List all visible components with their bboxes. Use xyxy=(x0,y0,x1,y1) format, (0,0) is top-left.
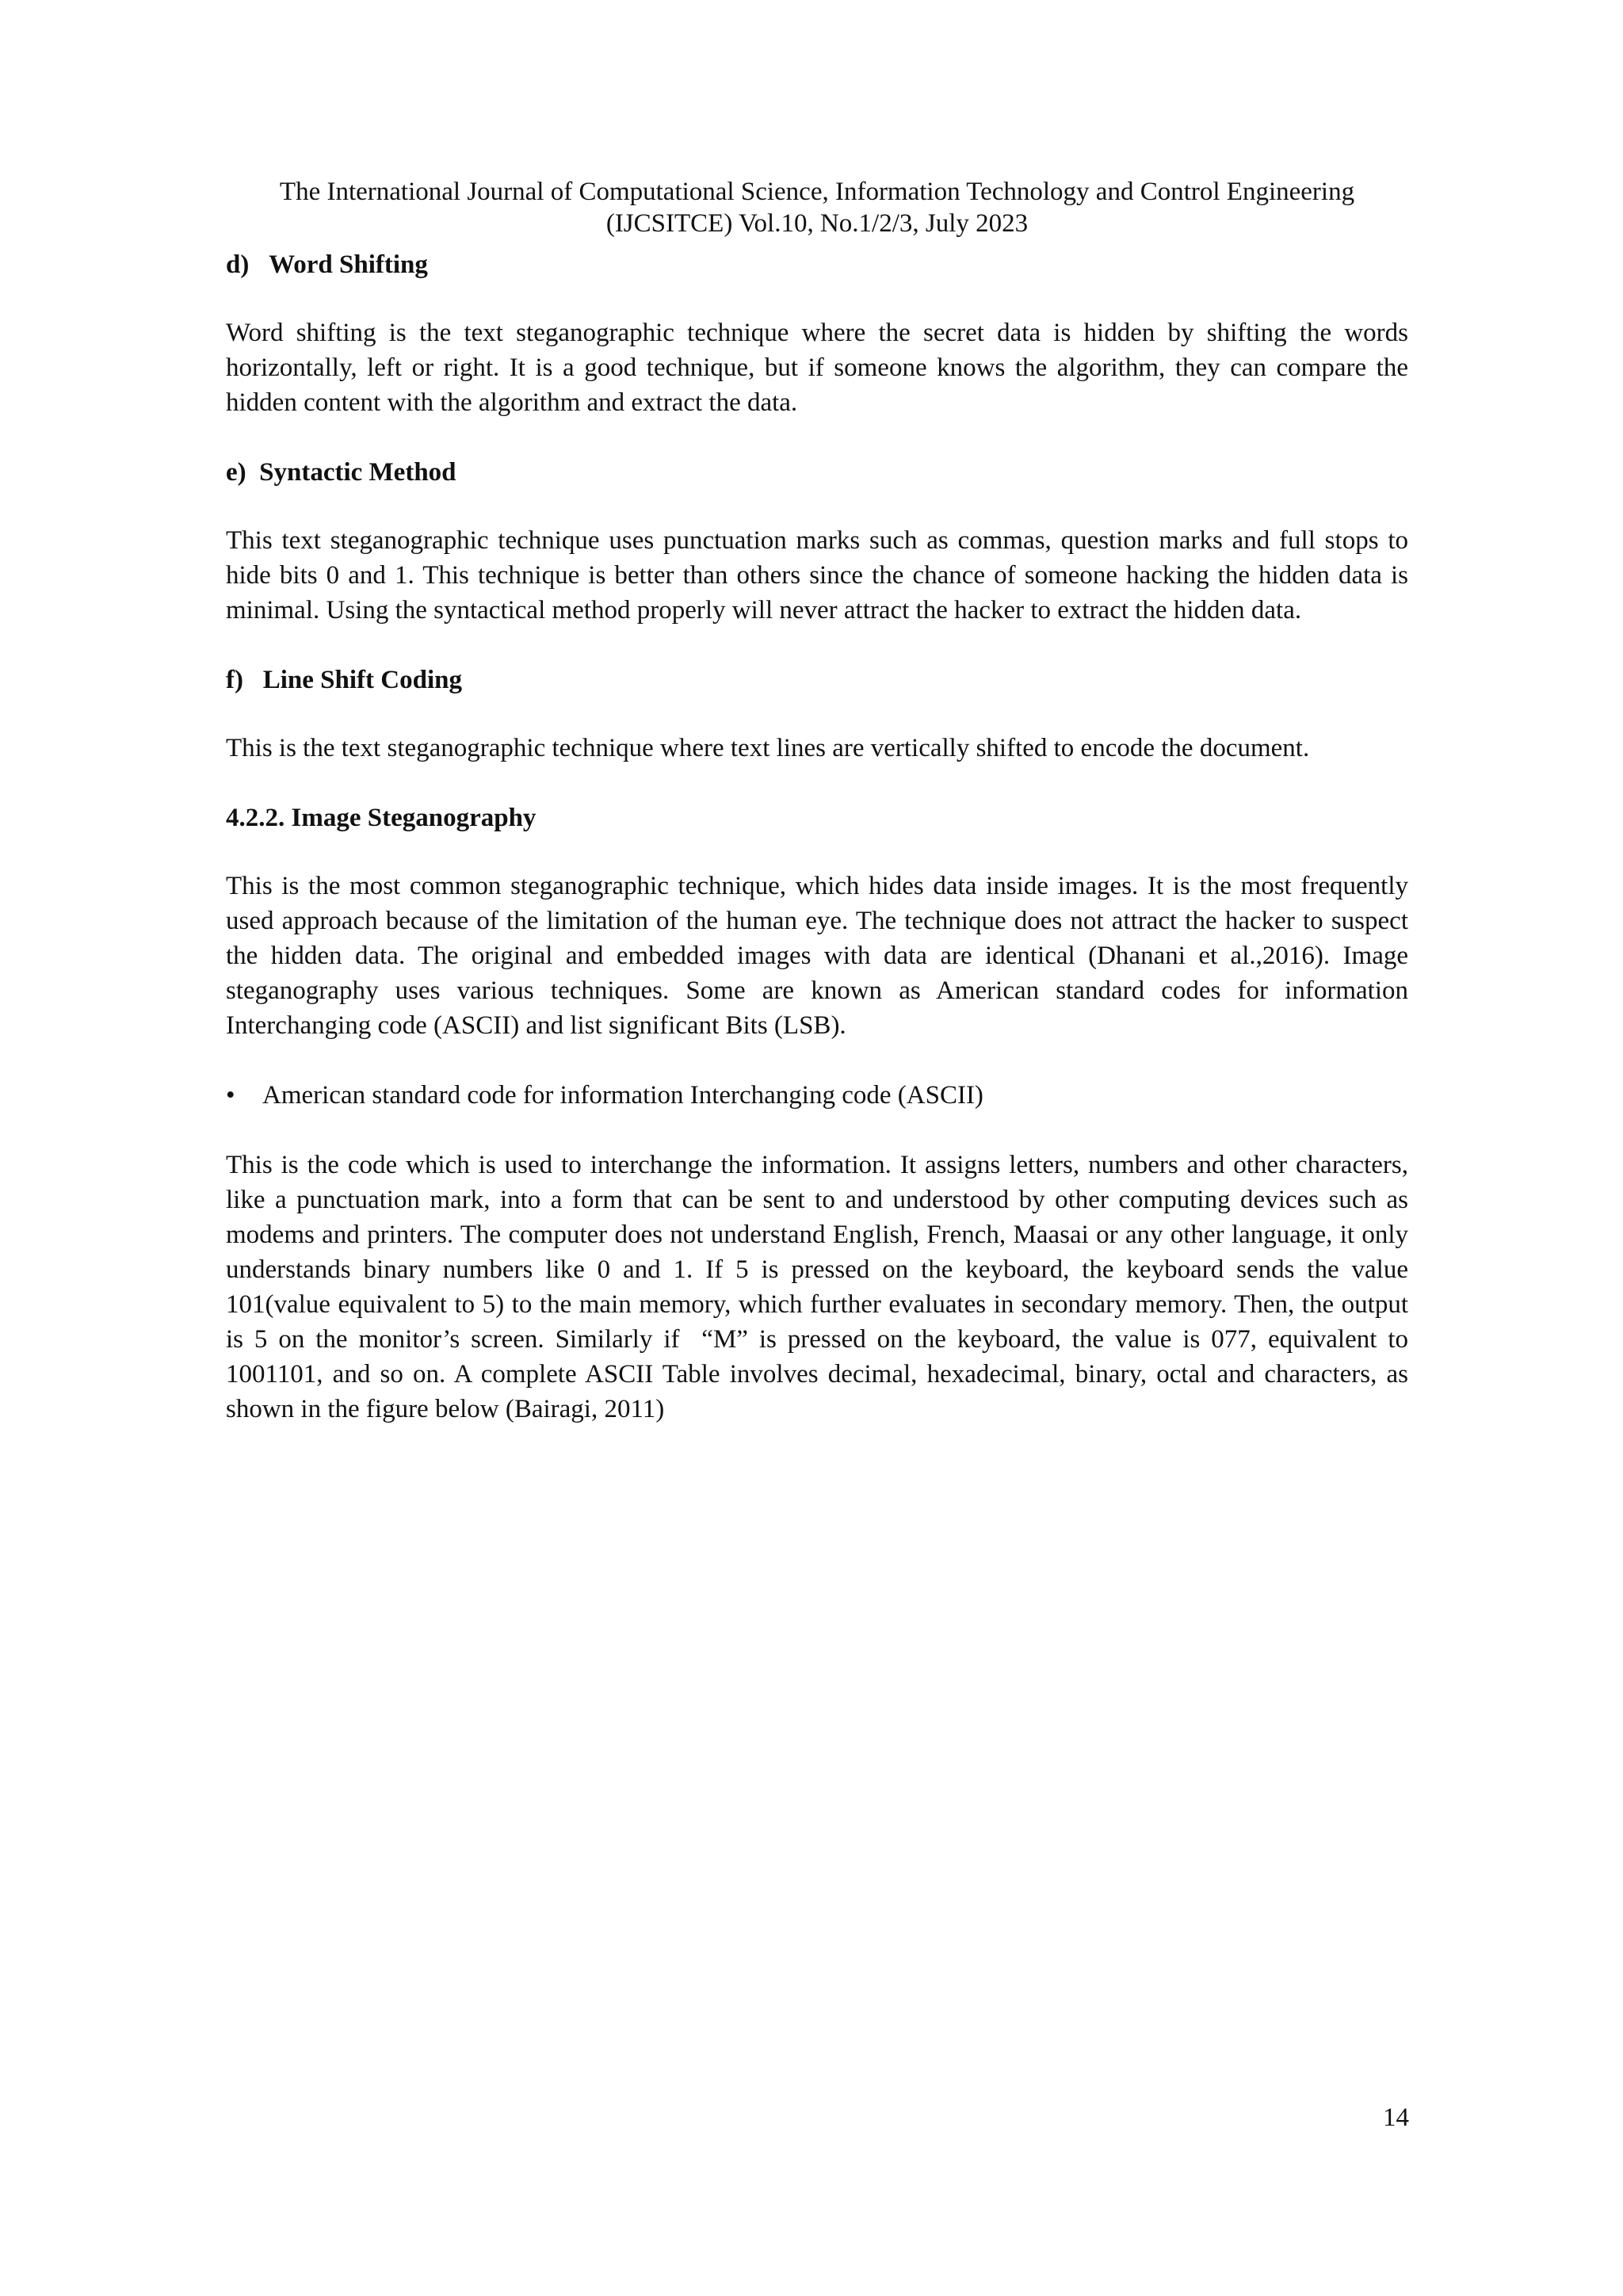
page-body xyxy=(226,247,1408,1427)
section-heading-syntactic-method: e) Syntactic Method xyxy=(226,458,456,487)
paragraph-ascii: This is the code which is used to interchange the information. It assigns letters, numbers and other characters, like a punctuation mark, into a form that can be sent to and understood by other computing devices such as modems and printers. The computer does not understand English, French, Maasai or any other language, it only understands binary numbers like 0 and 1. If 5 is pressed on the keyboard, the keyboard sends the value 101(value equivalent to 5) to the main memory, which further evaluates in secondary memory. Then, the output is 5 on the monitor’s screen. Similarly if “M” is pressed on the keyboard, the value is 077, equivalent to 1001101, and so on. A complete ASCII Table involves decimal, hexadecimal, binary, octal and characters, as shown in the figure below (Bairagi, 2011) xyxy=(226,1151,1408,1423)
section-heading-line-shift-coding: f) Line Shift Coding xyxy=(226,666,462,694)
page-number: 14 xyxy=(1383,2103,1409,2132)
bullet-icon: • xyxy=(226,1081,235,1110)
journal-volume-line: (IJCSITCE) Vol.10, No.1/2/3, July 2023 xyxy=(605,209,1029,238)
bullet-list-item xyxy=(226,1078,1408,1113)
bullet-item-text: American standard code for information Interchanging code (ASCII) xyxy=(262,1081,983,1110)
paragraph-syntactic-method: This text steganographic technique uses punctuation marks such as commas, question marks and full stops to hide bits 0 and 1. This technique is better than others since the chance of someone hacking the hidden data is minimal. Using the syntactical method properly will never attract the hacker to extract the hidden data. xyxy=(226,526,1408,625)
section-heading-image-steganography: 4.2.2. Image Steganography xyxy=(226,804,537,832)
paragraph-image-steganography: This is the most common steganographic technique, which hides data inside images. It is the most frequently used approach because of the limitation of the human eye. The technique does not attract the hacker to suspect the hidden data. The original and embedded images with data are identical (Dhanani et al.,2016). Image steganography uses various techniques. Some are known as American standard codes for information Interchanging code (ASCII) and list significant Bits (LSB). xyxy=(226,872,1408,1040)
journal-running-header xyxy=(226,176,1408,239)
section-heading-word-shifting: d) Word Shifting xyxy=(226,250,428,279)
journal-title-line: The International Journal of Computational Science, Information Technology and Control Engineering xyxy=(279,178,1355,206)
paragraph-line-shift-coding: This is the text steganographic technique where text lines are vertically shifted to encode the document. xyxy=(226,734,1310,762)
paragraph-word-shifting: Word shifting is the text steganographic technique where the secret data is hidden by shifting the words horizontally, left or right. It is a good technique, but if someone knows the algorithm, they can compare the hidden content with the algorithm and extract the data. xyxy=(226,319,1408,417)
